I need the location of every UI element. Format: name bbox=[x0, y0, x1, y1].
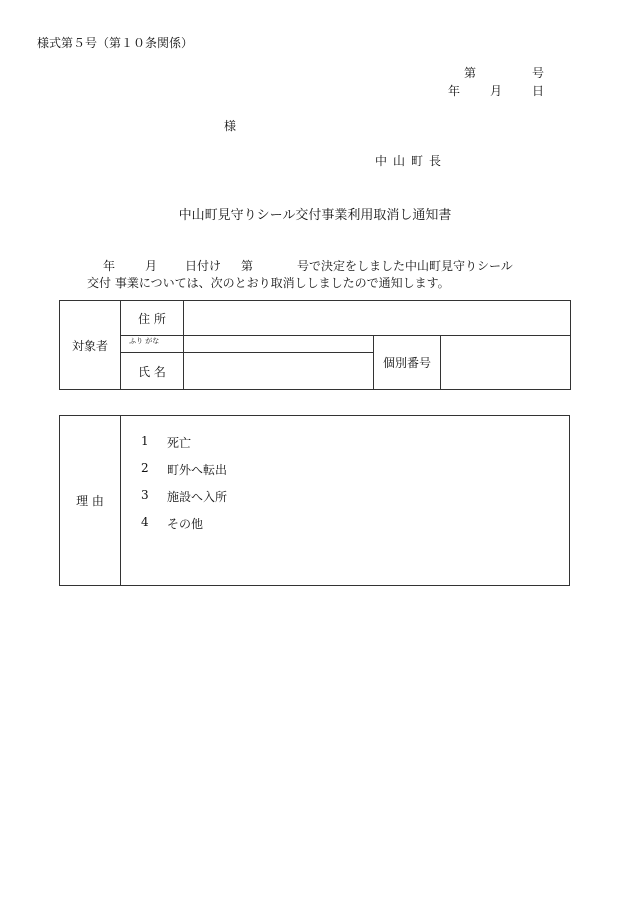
reason-option-move-out[interactable]: 2 町外へ転出 bbox=[141, 461, 228, 477]
body-month: 月 bbox=[145, 259, 158, 273]
body-line-1 bbox=[103, 257, 513, 274]
date-year: 年 bbox=[448, 84, 461, 98]
doc-no-suffix: 号 bbox=[531, 66, 544, 80]
body-day-dated: 日付け bbox=[185, 259, 222, 273]
reason-label: 理 由 bbox=[60, 416, 121, 586]
subject-table bbox=[59, 300, 571, 390]
doc-no-prefix: 第 bbox=[464, 66, 477, 80]
reason-options bbox=[121, 416, 570, 586]
document-title: 中山町見守りシール交付事業利用取消し通知書 bbox=[178, 208, 452, 223]
reason-option-facility[interactable]: 3 施設へ入所 bbox=[141, 488, 228, 504]
furigana-field[interactable] bbox=[184, 336, 374, 353]
body-line-2: 交付 事業については、次のとおり取消ししましたので通知します。 bbox=[87, 276, 450, 290]
id-number-field[interactable] bbox=[441, 336, 571, 390]
form-number: 様式第５号（第１０条関係） bbox=[37, 36, 194, 50]
furigana-label: ふり がな bbox=[121, 336, 184, 353]
date-day: 日 bbox=[531, 84, 544, 98]
issuer-name: 中山町長 bbox=[375, 154, 448, 168]
id-number-label: 個別番号 bbox=[374, 336, 441, 390]
body-year: 年 bbox=[103, 259, 116, 273]
name-field[interactable] bbox=[184, 353, 374, 390]
name-label: 氏 名 bbox=[121, 353, 184, 390]
reason-list bbox=[121, 416, 569, 542]
addressee-suffix: 様 bbox=[224, 119, 237, 133]
body-no-prefix: 第 bbox=[241, 259, 254, 273]
subject-label: 対象者 bbox=[60, 301, 121, 390]
issue-date-line bbox=[448, 82, 544, 99]
address-label: 住 所 bbox=[121, 301, 184, 336]
date-month: 月 bbox=[489, 84, 502, 98]
address-field[interactable] bbox=[184, 301, 571, 336]
body-decision-text: 号で決定をしました中山町見守りシール bbox=[297, 259, 513, 273]
reason-option-other[interactable]: 4 その他 bbox=[141, 515, 204, 531]
reason-table bbox=[59, 415, 570, 586]
reason-option-death[interactable]: 1 死亡 bbox=[141, 434, 192, 450]
document-number-line bbox=[464, 64, 544, 81]
